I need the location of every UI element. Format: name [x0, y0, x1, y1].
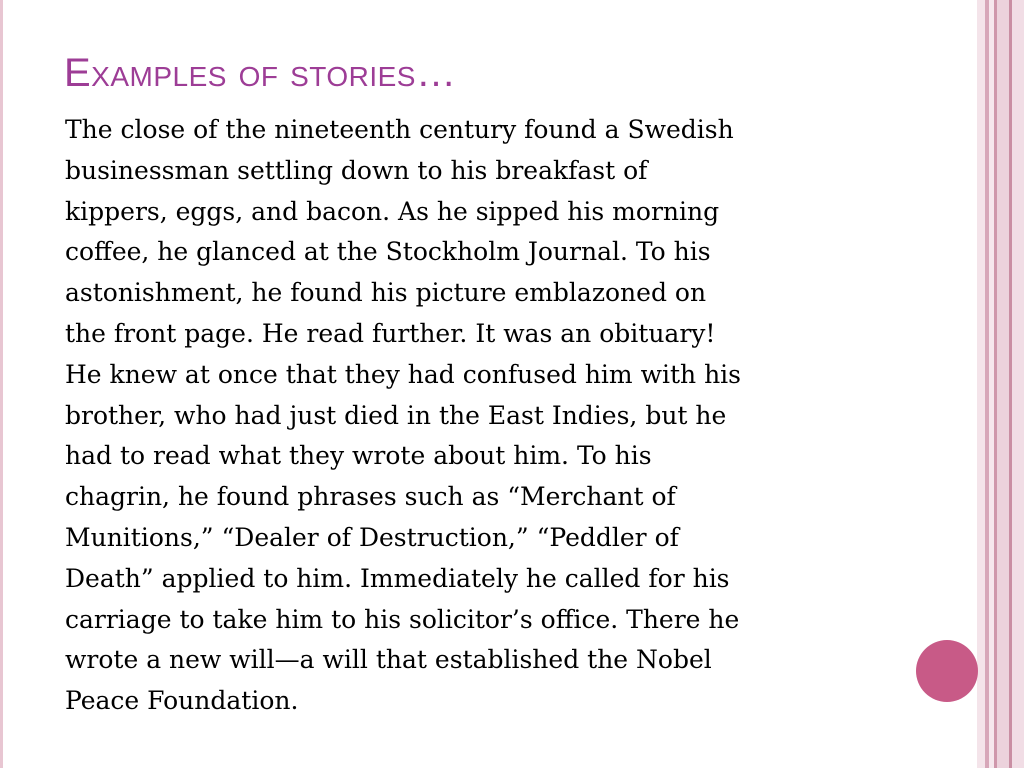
decorative-stripe	[997, 0, 1009, 768]
accent-circle	[916, 640, 978, 702]
body-line: chagrin, he found phrases such as “Merchant of	[65, 482, 676, 512]
body-line: kippers, eggs, and bacon. As he sipped his morning	[65, 196, 720, 226]
decorative-stripe	[977, 0, 985, 768]
body-line: astonishment, he found his picture emblazoned on	[65, 278, 707, 308]
slide-title: Examples of stories…	[64, 51, 457, 95]
body-line: carriage to take him to his solicitor’s office. There he	[65, 604, 740, 634]
body-line: coffee, he glanced at the Stockholm Journal. To his	[65, 237, 711, 267]
body-line: wrote a new will—a will that established the Nobel	[65, 645, 712, 675]
body-line: Munitions,” “Dealer of Destruction,” “Peddler of	[65, 522, 679, 552]
body-line: the front page. He read further. It was an obituary!	[65, 318, 716, 348]
decorative-stripe	[1012, 0, 1024, 768]
body-line: He knew at once that they had confused him with his	[65, 359, 741, 389]
slide-body-text	[65, 110, 885, 722]
body-line: Death” applied to him. Immediately he called for his	[65, 563, 730, 593]
body-line: The close of the nineteenth century found a Swedish	[65, 115, 734, 144]
body-line: brother, who had just died in the East Indies, but he	[65, 400, 727, 430]
body-line: businessman settling down to his breakfast of	[65, 155, 648, 185]
body-line: had to read what they wrote about him. To his	[65, 441, 652, 471]
body-line: Peace Foundation.	[65, 686, 299, 716]
